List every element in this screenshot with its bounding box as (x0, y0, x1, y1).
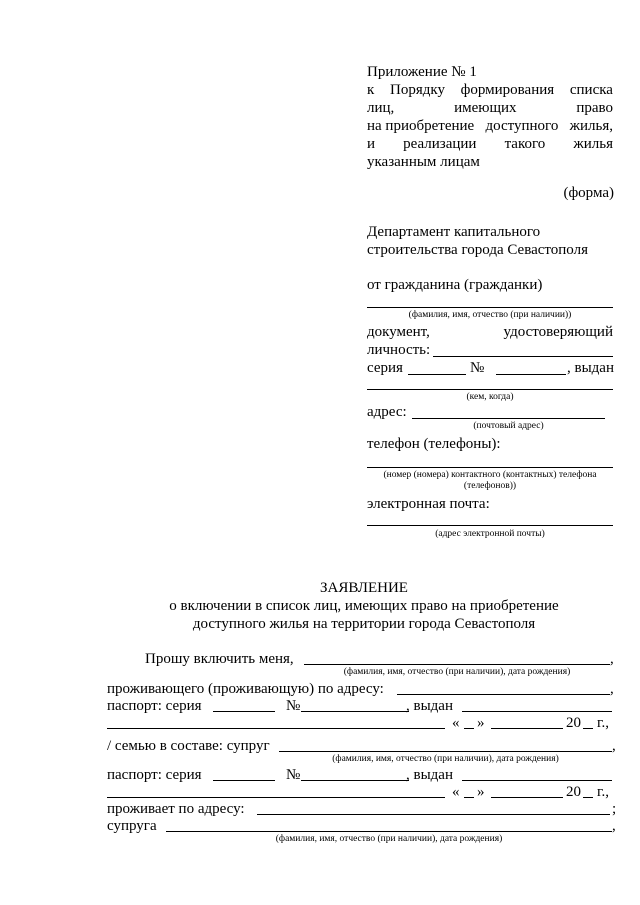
issued-label: , выдан (406, 698, 453, 714)
phone-label: телефон (телефоны): (367, 436, 501, 452)
issued-by-hint: (кем, когда) (466, 392, 514, 402)
document-word: документ, (367, 324, 430, 340)
appendix-word: доступного (485, 118, 559, 134)
series-label: серия (367, 360, 403, 376)
address-hint: (почтовый адрес) (473, 421, 544, 431)
appendix-word: и (367, 136, 376, 152)
wife-name-hint: (фамилия, имя, отчество (при наличии), дата рождения) (275, 834, 503, 844)
appendix-word: списка (569, 82, 613, 98)
from-citizen-label: от гражданина (гражданки) (367, 277, 543, 293)
appendix-word: такого (504, 136, 546, 152)
address-label: адрес: (367, 404, 407, 420)
spouse-name-hint: (фамилия, имя, отчество (при наличии), дата рождения) (332, 754, 559, 764)
wife-name-line[interactable] (166, 831, 612, 832)
spouse-address-label: проживает по адресу: (107, 801, 245, 817)
date-year-line[interactable] (583, 797, 593, 798)
date-quote-close: » (477, 784, 485, 800)
spouse-passport-series-line[interactable] (213, 780, 275, 781)
date-quote-close: » (477, 715, 485, 731)
document-label (367, 323, 613, 341)
identity-line[interactable] (433, 356, 613, 357)
phone-hint: (номер (номера) контактного (контактных) телефона (383, 470, 597, 480)
year-suffix: г., (597, 784, 609, 800)
spouse-passport-issued-line[interactable] (462, 780, 612, 781)
living-address-label: проживающего (проживающую) по адресу: (107, 681, 384, 697)
identity-label: личность: (367, 342, 431, 358)
spouse-passport-issuer-line[interactable] (107, 797, 445, 798)
spouse-passport-series-label: паспорт: серия (107, 767, 202, 783)
comma: , (610, 651, 614, 667)
appendix-line (367, 117, 613, 135)
number-line[interactable] (496, 374, 566, 375)
appendix-title: Приложение № 1 (367, 64, 477, 80)
email-line[interactable] (367, 525, 613, 526)
number-sign: № (470, 360, 485, 376)
department-line: строительства города Севастополя (367, 242, 588, 258)
form-note: (форма) (563, 185, 614, 201)
year-prefix: 20 (566, 715, 581, 731)
phone-hint: (телефонов)) (463, 481, 517, 491)
appendix-word: жилья (573, 136, 613, 152)
living-address-line[interactable] (397, 694, 610, 695)
passport-series-label: паспорт: серия (107, 698, 202, 714)
appendix-word: к (367, 82, 375, 98)
comma: , (612, 818, 616, 834)
appendix-word: на приобретение (367, 118, 475, 134)
appendix-word: лиц, (367, 100, 395, 116)
family-spouse-label: / семью в составе: супруг (107, 738, 270, 754)
date-day-line[interactable] (464, 728, 474, 729)
passport-issued-line[interactable] (462, 711, 612, 712)
address-line[interactable] (412, 418, 605, 419)
appendix-word: Порядку (390, 82, 445, 98)
year-prefix: 20 (566, 784, 581, 800)
appendix-word: право (576, 100, 613, 116)
comma: , (612, 738, 616, 754)
spouse-name-line[interactable] (279, 751, 612, 752)
appendix-line (367, 135, 613, 153)
document-subtitle: о включении в список лиц, имеющих право на приобретение (169, 598, 559, 614)
date-month-line[interactable] (491, 728, 563, 729)
date-month-line[interactable] (491, 797, 563, 798)
number-sign: № (286, 767, 301, 783)
applicant-name-hint: (фамилия, имя, отчество (при наличии), дата рождения) (343, 667, 571, 677)
passport-number-line[interactable] (301, 711, 409, 712)
date-quote-open: « (452, 784, 460, 800)
citizen-name-line[interactable] (367, 307, 613, 308)
date-year-line[interactable] (583, 728, 593, 729)
spouse-passport-number-line[interactable] (301, 780, 409, 781)
issued-label: , выдан (567, 360, 614, 376)
passport-issuer-line[interactable] (107, 728, 445, 729)
issued-label: , выдан (406, 767, 453, 783)
request-label: Прошу включить меня, (145, 651, 294, 667)
appendix-word: жилья, (569, 118, 613, 134)
series-line[interactable] (408, 374, 466, 375)
passport-series-line[interactable] (213, 711, 275, 712)
document-title: ЗАЯВЛЕНИЕ (320, 580, 408, 596)
appendix-word: формирования (460, 82, 555, 98)
number-sign: № (286, 698, 301, 714)
year-suffix: г., (597, 715, 609, 731)
citizen-name-hint: (фамилия, имя, отчество (при наличии)) (408, 310, 572, 320)
comma: , (610, 681, 614, 697)
document-subtitle: доступного жилья на территории города Севастополя (192, 616, 536, 632)
appendix-word: имеющих (454, 100, 517, 116)
semicolon: ; (612, 801, 617, 817)
document-word: удостоверяющий (503, 324, 613, 340)
issued-by-line[interactable] (367, 389, 613, 390)
date-quote-open: « (452, 715, 460, 731)
spouse-address-line[interactable] (257, 814, 610, 815)
appendix-line (367, 81, 613, 99)
phone-line[interactable] (367, 467, 613, 468)
appendix-line (367, 99, 613, 117)
appendix-line: указанным лицам (367, 154, 480, 170)
applicant-name-line[interactable] (304, 664, 610, 665)
email-label: электронная почта: (367, 496, 490, 512)
appendix-word: реализации (403, 136, 477, 152)
wife-label: супруга (107, 818, 157, 834)
email-hint: (адрес электронной почты) (435, 529, 545, 539)
date-day-line[interactable] (464, 797, 474, 798)
department-line: Департамент капитального (367, 224, 541, 240)
